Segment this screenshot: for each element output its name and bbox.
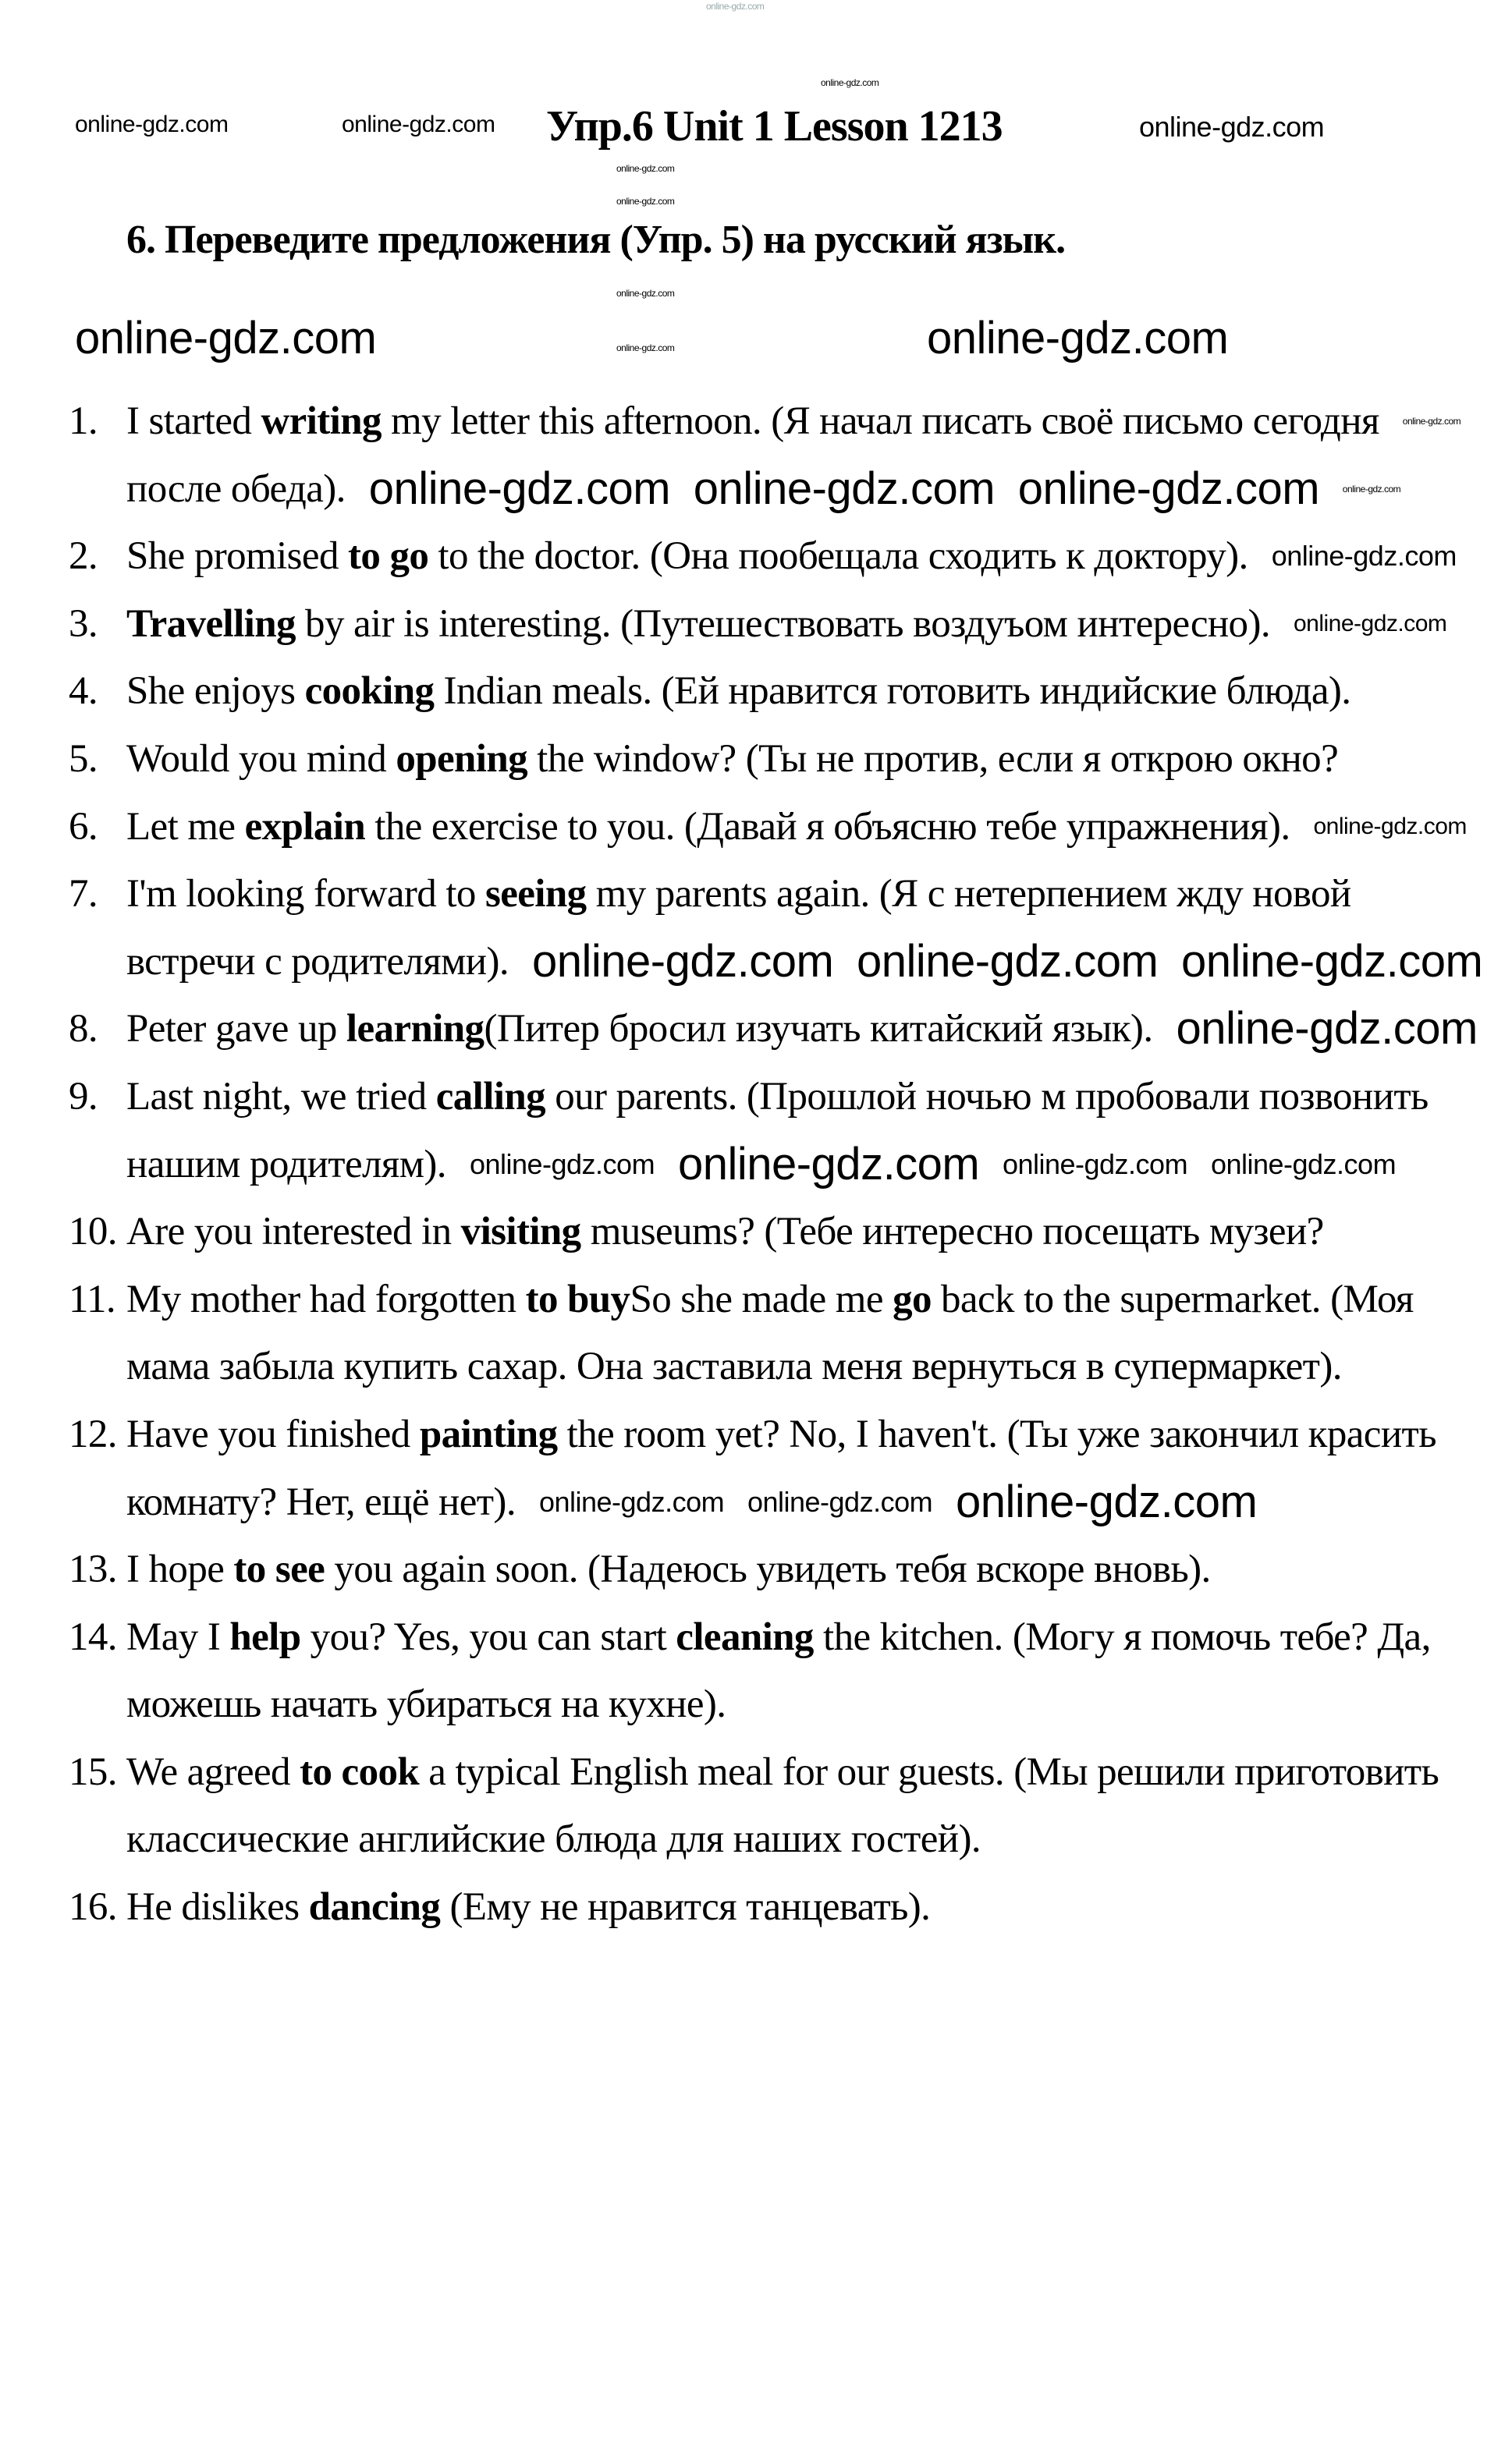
highlighted-verb: help [229, 1615, 301, 1659]
exercise-heading: 6. Переведите предложения (Упр. 5) на русский язык. [126, 218, 1066, 262]
highlighted-verb: to cook [300, 1750, 420, 1794]
watermark-text: online-gdz.com [747, 1485, 933, 1518]
item-text [126, 793, 1465, 861]
item-text [126, 590, 1465, 658]
text-segment: She promised [126, 534, 349, 579]
highlighted-verb: to see [233, 1548, 325, 1592]
sentence-item [69, 590, 1465, 658]
watermark-text: online-gdz.com [75, 313, 377, 363]
text-segment: He dislikes [126, 1885, 309, 1930]
item-number: 15. [69, 1750, 117, 1794]
watermark-text: online-gdz.com [1313, 813, 1467, 839]
watermark-text: online-gdz.com [368, 463, 671, 514]
highlighted-verb: to buy [525, 1277, 630, 1321]
watermark-text: online-gdz.com [616, 288, 675, 299]
text-segment: the room yet? No, I haven't. (Ты уже закончил красить комнату? Нет, ещё нет). [126, 1412, 1436, 1524]
text-segment: you? Yes, you can start [300, 1615, 676, 1659]
item-number: 14. [69, 1615, 117, 1659]
text-segment: Indian meals. (Ей нравится готовить индийские блюда). [434, 669, 1351, 714]
watermark-text: online-gdz.com [1002, 1147, 1188, 1180]
page-title: Упр.6 Unit 1 Lesson 1213 [546, 102, 1003, 151]
highlighted-verb: go [893, 1277, 932, 1321]
text-segment: Are you interested in [126, 1210, 461, 1254]
text-segment: you again soon. (Надеюсь увидеть тебя вскоре вновь). [325, 1548, 1211, 1592]
watermark-text: online-gdz.com [531, 935, 834, 987]
watermark-text: online-gdz.com [616, 163, 675, 174]
watermark-text: online-gdz.com [1271, 540, 1457, 573]
watermark-text: online-gdz.com [1402, 416, 1461, 427]
text-segment: by air is interesting. (Путешествовать воздуъом интересно). [295, 601, 1270, 646]
watermark-text: online-gdz.com [677, 1138, 980, 1189]
sentence-item [69, 1739, 1465, 1874]
text-segment: back to the supermarket. (Моя мама забыла купить сахар. Она заставила меня вернуться в супермаркет). [126, 1277, 1414, 1389]
item-text [126, 1874, 1465, 1941]
watermark-text: online-gdz.com [955, 1476, 1258, 1527]
item-number: 10. [69, 1210, 117, 1254]
text-segment: She enjoys [126, 669, 305, 714]
watermark-text: online-gdz.com [1342, 483, 1401, 495]
watermark-text: online-gdz.com [927, 313, 1229, 363]
sentence-item [69, 793, 1465, 861]
watermark-text: online-gdz.com [342, 112, 495, 137]
watermark-text: online-gdz.com [469, 1147, 655, 1180]
highlighted-verb: to go [348, 534, 429, 579]
text-segment: my letter this afternoon. (Я начал писать своё письмо сегодня после обеда). [126, 399, 1379, 511]
highlighted-verb: explain [244, 804, 366, 849]
highlighted-verb: seeing [484, 872, 587, 916]
text-segment: I'm looking forward to [126, 872, 485, 916]
text-segment: the window? (Ты не против, если я открою окно? [527, 736, 1339, 781]
text-segment: Would you mind [126, 736, 396, 781]
item-number: 1. [69, 399, 98, 443]
text-segment: My mother had forgotten [126, 1277, 526, 1321]
item-number: 9. [69, 1074, 98, 1119]
watermark-text: online-gdz.com [75, 112, 229, 137]
item-number: 11. [69, 1277, 116, 1321]
item-number: 3. [69, 601, 98, 646]
text-segment: Last night, we tried [126, 1074, 436, 1119]
highlighted-verb: cleaning [676, 1615, 814, 1659]
text-segment: the kitchen. (Могу я помочь тебе? Да, можешь начать убираться на кухне). [126, 1615, 1431, 1727]
sentence-item [69, 1266, 1465, 1401]
text-segment: We agreed [126, 1750, 300, 1794]
item-number: 12. [69, 1412, 117, 1456]
item-text [126, 658, 1465, 725]
text-segment: our parents. (Прошлой ночью м пробовали позвонить нашим родителям). [126, 1074, 1429, 1186]
item-text [126, 1536, 1465, 1604]
watermark-text: online-gdz.com [1139, 111, 1325, 143]
item-text [126, 1604, 1465, 1739]
sentence-item [69, 1604, 1465, 1739]
watermark-text: online-gdz.com [616, 196, 675, 207]
watermark-text: online-gdz.com [1017, 463, 1320, 514]
watermark-text: online-gdz.com [1210, 1147, 1397, 1180]
highlighted-verb: dancing [308, 1885, 441, 1930]
item-number: 8. [69, 1007, 98, 1051]
item-text [126, 1266, 1465, 1401]
highlighted-verb: Travelling [126, 601, 296, 646]
item-number: 4. [69, 669, 98, 714]
text-segment: my parents again. (Я с нетерпением жду новой встречи с родителями). [126, 872, 1351, 984]
sentence-item [69, 658, 1465, 725]
sentence-item [69, 1874, 1465, 1941]
item-number: 2. [69, 534, 98, 579]
item-number: 6. [69, 804, 98, 849]
watermark-text: online-gdz.com [1293, 610, 1447, 636]
watermark-text: online-gdz.com [1176, 1003, 1478, 1055]
text-segment: So she made me [630, 1277, 893, 1321]
text-segment: (Ему не нравится танцевать). [440, 1885, 931, 1930]
watermark-text: online-gdz.com [538, 1485, 725, 1518]
watermark-text: online-gdz.com [1180, 935, 1483, 987]
watermark-text: online-gdz.com [821, 77, 879, 88]
watermark-text: online-gdz.com [856, 935, 1159, 987]
highlighted-verb: learning [346, 1007, 484, 1051]
sentence-item [69, 1198, 1465, 1266]
sentence-item [69, 1536, 1465, 1604]
text-segment: I started [126, 399, 261, 443]
text-segment: I hope [126, 1548, 234, 1592]
highlighted-verb: calling [435, 1074, 546, 1119]
highlighted-verb: visiting [460, 1210, 581, 1254]
highlighted-verb: cooking [304, 669, 435, 714]
item-number: 16. [69, 1885, 117, 1930]
item-text [126, 1739, 1465, 1874]
highlighted-verb: writing [261, 399, 382, 443]
highlighted-verb: painting [419, 1412, 558, 1456]
watermark-text: online-gdz.com [616, 342, 675, 353]
text-segment: to the doctor. (Она пообещала сходить к доктору). [428, 534, 1248, 579]
watermark-text: online-gdz.com [706, 1, 765, 12]
item-text [126, 523, 1465, 590]
item-text [126, 725, 1465, 793]
text-segment: Peter gave up [126, 1007, 346, 1051]
text-segment: Have you finished [126, 1412, 420, 1456]
highlighted-verb: opening [396, 736, 528, 781]
item-number: 13. [69, 1548, 117, 1592]
item-number: 7. [69, 872, 98, 916]
text-segment: May I [126, 1615, 230, 1659]
item-text [126, 1198, 1465, 1266]
text-segment: the exercise to you. (Давай я объясню тебе упражнения). [365, 804, 1290, 849]
sentence-item [69, 523, 1465, 590]
text-segment: (Питер бросил изучать китайский язык). [484, 1007, 1153, 1051]
sentence-item [69, 725, 1465, 793]
text-segment: Let me [126, 804, 245, 849]
text-segment: a typical English meal for our guests. (Мы решили приготовить классические английские блюда для наших гостей). [126, 1750, 1439, 1862]
watermark-text: online-gdz.com [693, 463, 996, 514]
text-segment: museums? (Тебе интересно посещать музеи? [580, 1210, 1324, 1254]
item-number: 5. [69, 736, 98, 781]
